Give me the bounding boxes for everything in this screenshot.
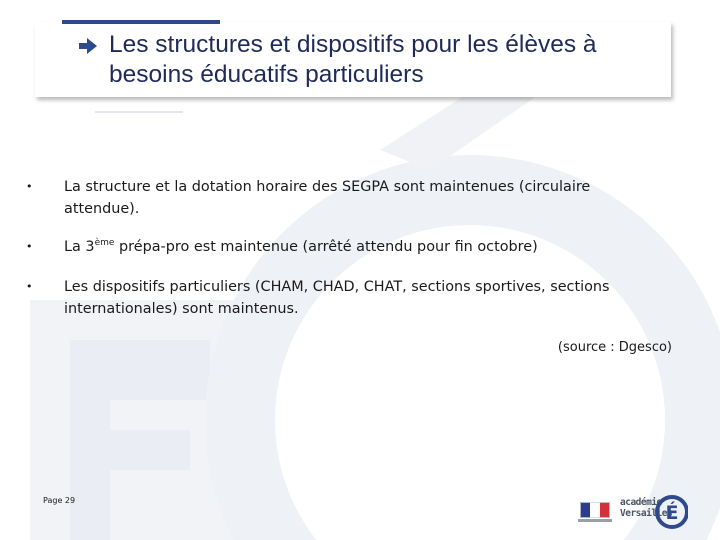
academie-line-1: académie	[620, 497, 662, 508]
ordinal-superscript: ème	[94, 238, 115, 249]
bullet-dot: •	[26, 180, 33, 193]
source-note: (source : Dgesco)	[557, 340, 672, 355]
bullet-text: Les dispositifs particuliers (CHAM, CHAD, CHAT, sections sportives, sections internationales) sont maintenus.	[64, 279, 610, 317]
title-underline	[95, 111, 183, 113]
slide-title: Les structures et dispositifs pour les élèves à besoins éducatifs particuliers	[109, 31, 597, 88]
bullet-text-start: La 3	[64, 239, 95, 255]
title-box	[35, 22, 671, 97]
bullet-text	[64, 236, 664, 258]
bullet-text-end: prépa-pro est maintenue (arrêté attendu pour fin octobre)	[114, 239, 538, 255]
bullet-dot: •	[26, 240, 33, 253]
title-accent-bar	[62, 20, 220, 24]
bullet-dot: •	[26, 280, 33, 293]
page-number: Page 29	[43, 496, 76, 505]
academie-versailles-logo	[618, 486, 688, 530]
arrow-right-icon	[77, 36, 99, 56]
academie-line-2: Versailles	[620, 508, 673, 519]
academie-emblem: É	[665, 502, 679, 524]
flag-caption-line	[578, 519, 612, 522]
republique-francaise-flag-icon	[580, 502, 610, 518]
bullet-text: La structure et la dotation horaire des SEGPA sont maintenues (circulaire attendue).	[64, 179, 591, 217]
